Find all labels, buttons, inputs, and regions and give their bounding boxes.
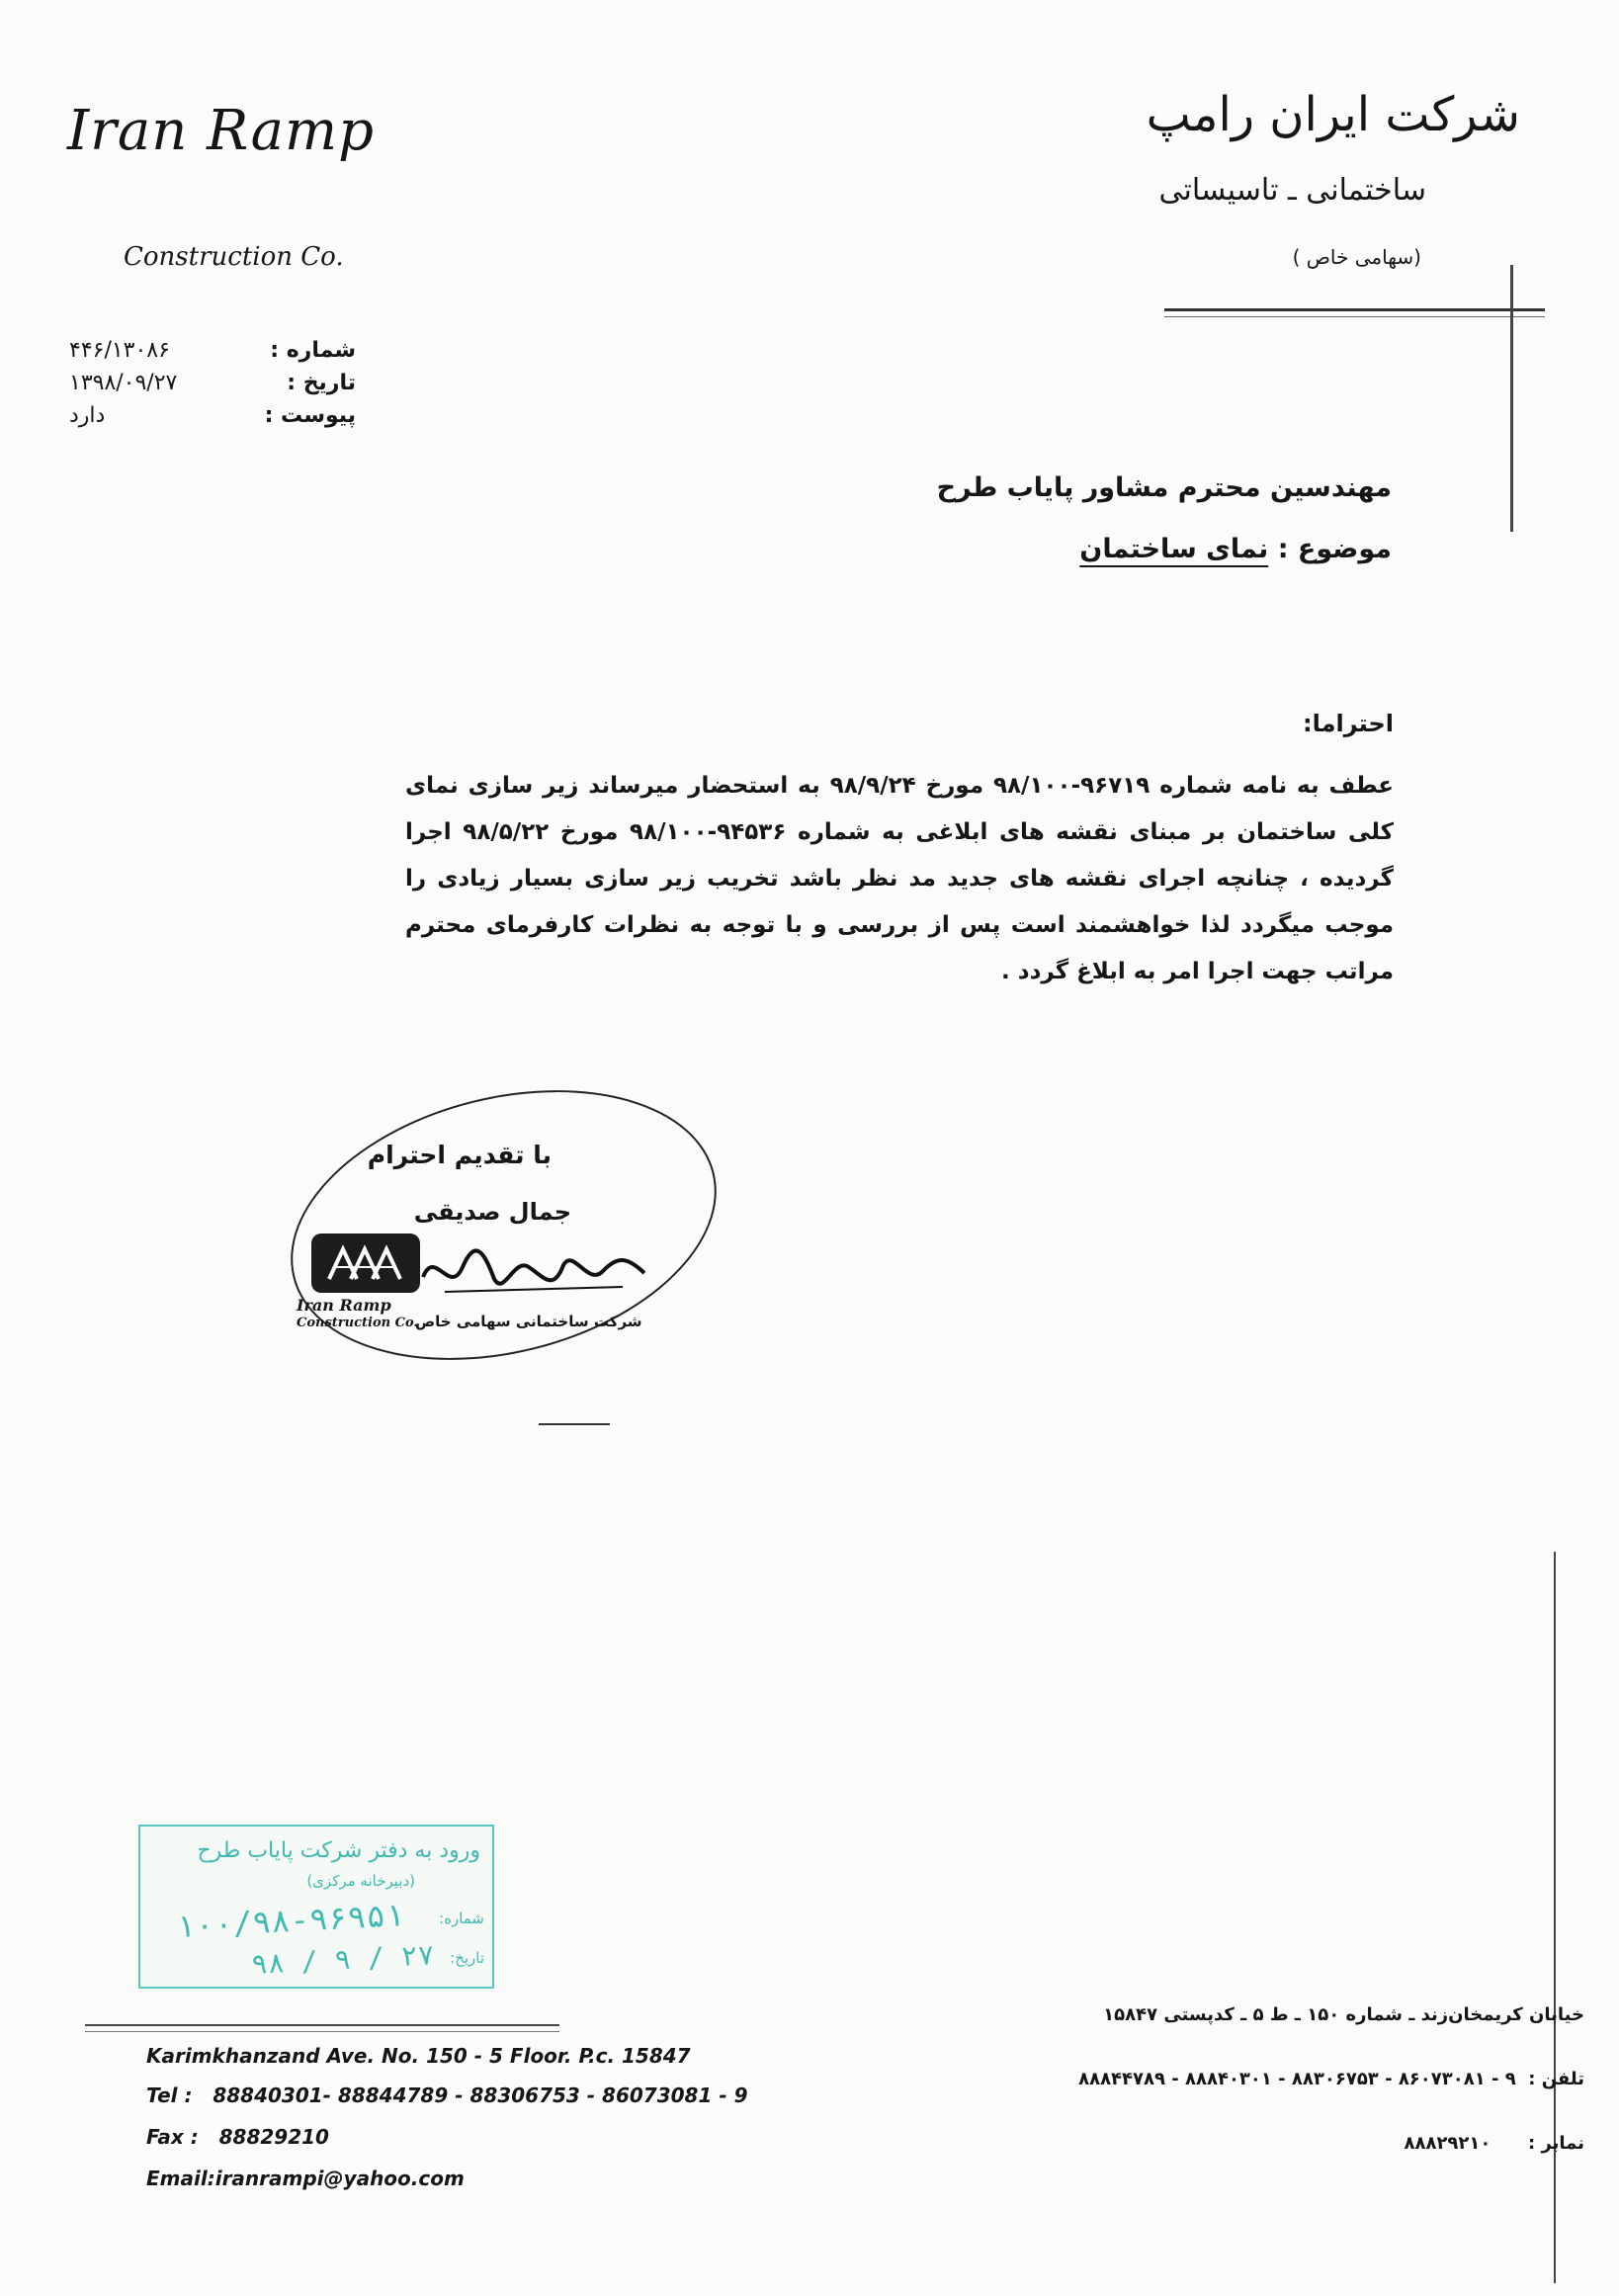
footer-persian-address: خیابان کریمخان‌زند ـ شماره ۱۵۰ ـ ط ۵ ـ کدپستی ۱۵۸۴۷ (1103, 2004, 1584, 2025)
footer-english-tel-label: Tel : (146, 2083, 193, 2107)
stamp-date-value: ۹۸ / ۹ / ۲۷ (250, 1938, 436, 1981)
footer-english-email: Email:iranrampi@yahoo.com (146, 2167, 465, 2190)
subject-label: موضوع : (1277, 534, 1392, 564)
footer-rule (85, 2024, 559, 2026)
letter-addressee: مهندسین محترم مشاور پایاب طرح (936, 472, 1392, 503)
vertical-rule-bottom (1554, 1552, 1556, 2283)
seal-logo-icon (311, 1233, 420, 1293)
letter-body: عطف به نامه شماره ۹۶۷۱۹-۹۸/۱۰۰ مورخ ۹۸/۹/۲۴ به استحضار میرساند زیر سازی نمای کلی ساختمان بر مبنای نقشه های ابلاغی به شماره ۹۴۵۳۶-۹۸/۱۰۰ مورخ ۹۸/۵/۲۲ اجرا گردیده ، چنانچه اجرای نقشه های جدید مد نظر باشد تخریب زیر سازی بسیار زیادی را موجب میگردد لذا خواهشمند است پس از بررسی و با توجه به نظرات کارفرمای محترم مراتب جهت اجرا امر به ابلاغ گردد . (405, 773, 1395, 984)
seal-english-line1: Iran Ramp (297, 1296, 391, 1315)
english-company-subtitle: Construction Co. (124, 242, 344, 272)
footer-persian-fax-label: نمابر : (1527, 2133, 1584, 2154)
meta-date-row (59, 367, 356, 399)
persian-company-logo: شرکت ایران رامپ (1146, 87, 1520, 142)
seal-english-name (297, 1297, 418, 1332)
stamp-number-value: ۱۰۰/۹۸-۹۶۹۵۱ (175, 1895, 406, 1946)
stamp-date-label: تاریخ: (450, 1949, 484, 1967)
english-company-logo: Iran Ramp (67, 99, 375, 163)
seal-english-line2: Construction Co. (297, 1316, 418, 1330)
letter-meta (59, 334, 356, 432)
stamp-subtitle: (دبیرخانه مرکزی) (306, 1872, 415, 1890)
meta-attachment-row (59, 399, 356, 432)
meta-attachment-label: پیوست : (264, 403, 356, 428)
stamp-number-label: شماره: (439, 1910, 484, 1927)
footer-english-fax (146, 2125, 329, 2149)
meta-date-value: ۱۳۹۸/۰۹/۲۷ (69, 371, 178, 395)
footer-persian-fax (1404, 2133, 1584, 2154)
footer-persian-tel-value: ۹ - ۸۶۰۷۳۰۸۱ - ۸۸۳۰۶۷۵۳ - ۸۸۸۴۰۳۰۱ - ۸۸۸۴۴۷۸۹ (1078, 2069, 1516, 2089)
signature-closing: با تقدیم احترام (367, 1141, 552, 1169)
footer-persian-tel (1078, 2069, 1584, 2089)
header-rule (1164, 308, 1545, 311)
stamp-title: ورود به دفتر شرکت پایاب طرح (197, 1838, 480, 1863)
footer-english-tel-value: 88840301- 88844789 - 88306753 - 86073081 - 9 (213, 2083, 748, 2107)
meta-date-label: تاریخ : (287, 371, 356, 395)
footer-english-address: Karimkhanzand Ave. No. 150 - 5 Floor. P.c. 15847 (146, 2044, 691, 2068)
persian-company-type: (سهامی خاص ) (1292, 245, 1421, 269)
received-stamp (138, 1825, 494, 1989)
persian-company-subtitle: ساختمانی ـ تاسیساتی (1158, 173, 1426, 208)
meta-number-label: شماره : (270, 338, 356, 363)
meta-attachment-value: دارد (69, 403, 106, 428)
footer-english-fax-value: 88829210 (218, 2125, 329, 2149)
footer-english-tel (146, 2083, 748, 2107)
meta-number-row (59, 334, 356, 367)
vertical-rule-top (1510, 265, 1513, 532)
subject-value: نمای ساختمان (1079, 534, 1269, 564)
footer-persian-fax-value: ۸۸۸۲۹۲۱۰ (1404, 2133, 1491, 2154)
letter-subject (1079, 534, 1392, 564)
footer-rule-secondary (85, 2031, 559, 2032)
seal-persian-text: شرکت ساختمانی سهامی خاص (415, 1313, 642, 1330)
signature-name: جمال صدیقی (413, 1198, 571, 1226)
signature-stroke (539, 1423, 610, 1425)
footer-persian-tel-label: تلفن : (1528, 2069, 1584, 2089)
header-rule-secondary (1164, 316, 1545, 317)
handwritten-signature (415, 1237, 652, 1307)
meta-number-value: ۴۴۶/۱۳۰۸۶ (69, 338, 170, 363)
footer-english-fax-label: Fax : (146, 2125, 199, 2149)
letter-greeting: احتراما: (1303, 710, 1394, 737)
